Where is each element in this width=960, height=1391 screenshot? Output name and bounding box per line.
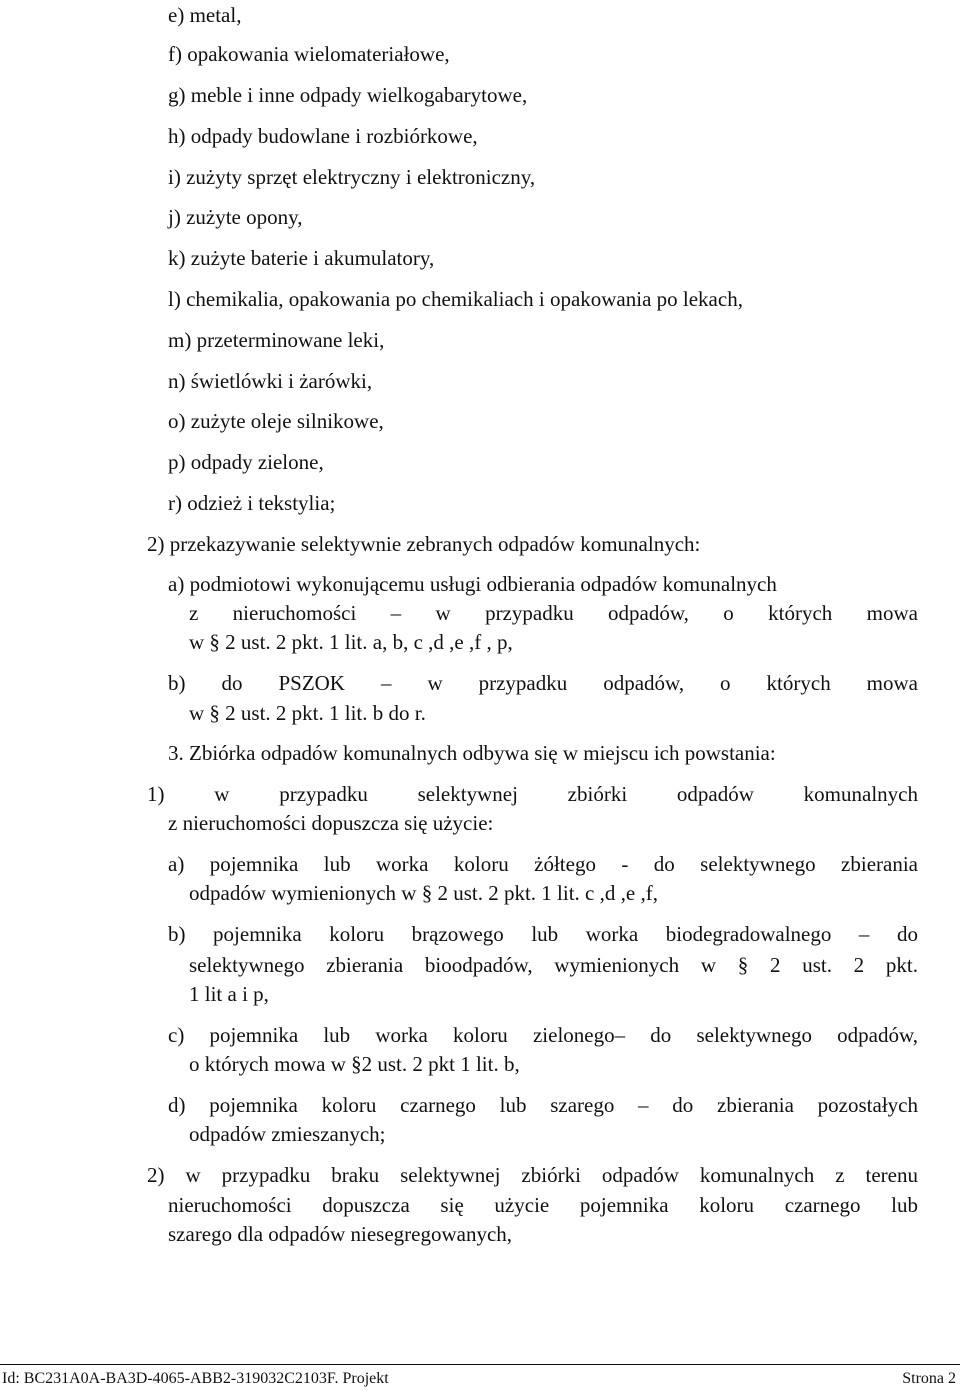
section-3-item-a-line-1: a) pojemnika lub worka koloru żółtego - do selektywnego zbierania bbox=[168, 852, 918, 876]
list-item-g: g) meble i inne odpady wielkogabarytowe, bbox=[168, 83, 528, 107]
section-3-item-d-line-1: d) pojemnika koloru czarnego lub szarego – do zbierania pozostałych bbox=[168, 1093, 918, 1117]
list-item-f: f) opakowania wielomateriałowe, bbox=[168, 42, 450, 66]
section-3-point-2-line-1: 2) w przypadku braku selektywnej zbiórki odpadów komunalnych z terenu bbox=[147, 1163, 918, 1187]
point-2b-line-2: w § 2 ust. 2 pkt. 1 lit. b do r. bbox=[189, 701, 426, 725]
point-2a-line-3: w § 2 ust. 2 pkt. 1 lit. a, b, c ,d ,e ,f , p, bbox=[189, 630, 513, 654]
section-3-item-d-line-2: odpadów zmieszanych; bbox=[189, 1122, 386, 1146]
list-item-h: h) odpady budowlane i rozbiórkowe, bbox=[168, 124, 478, 148]
section-3-item-b-line-1: b) pojemnika koloru brązowego lub worka biodegradowalnego – do bbox=[168, 922, 918, 946]
list-item-e: e) metal, bbox=[168, 3, 242, 27]
list-item-k: k) zużyte baterie i akumulatory, bbox=[168, 246, 435, 270]
footer-document-id: Id: BC231A0A-BA3D-4065-ABB2-319032C2103F. Projekt bbox=[2, 1370, 389, 1387]
section-3-point-2-line-2: nieruchomości dopuszcza się użycie pojemnika koloru czarnego lub bbox=[168, 1193, 918, 1217]
list-item-r: r) odzież i tekstylia; bbox=[168, 491, 336, 515]
section-3-heading: 3. Zbiórka odpadów komunalnych odbywa się w miejscu ich powstania: bbox=[168, 741, 776, 765]
section-3-item-c-line-1: c) pojemnika lub worka koloru zielonego– do selektywnego odpadów, bbox=[168, 1023, 918, 1047]
list-item-o: o) zużyte oleje silnikowe, bbox=[168, 409, 384, 433]
list-item-n: n) świetlówki i żarówki, bbox=[168, 369, 373, 393]
list-item-i: i) zużyty sprzęt elektryczny i elektroniczny, bbox=[168, 165, 536, 189]
section-3-item-b-line-3: 1 lit a i p, bbox=[189, 982, 269, 1006]
section-3-item-a-line-2: odpadów wymienionych w § 2 ust. 2 pkt. 1 lit. c ,d ,e ,f, bbox=[189, 881, 658, 905]
list-item-p: p) odpady zielone, bbox=[168, 450, 324, 474]
point-2b-line-1: b) do PSZOK – w przypadku odpadów, o których mowa bbox=[168, 671, 918, 695]
point-2-heading: 2) przekazywanie selektywnie zebranych odpadów komunalnych: bbox=[147, 532, 701, 556]
section-3-point-1-line-2: z nieruchomości dopuszcza się użycie: bbox=[168, 811, 494, 835]
list-item-j: j) zużyte opony, bbox=[168, 205, 303, 229]
list-item-m: m) przeterminowane leki, bbox=[168, 328, 385, 352]
point-2a-line-1: a) podmiotowi wykonującemu usługi odbierania odpadów komunalnych bbox=[168, 572, 777, 596]
footer-divider bbox=[0, 1364, 960, 1365]
footer-page-number: Strona 2 bbox=[902, 1370, 956, 1387]
section-3-item-b-line-2: selektywnego zbierania bioodpadów, wymienionych w § 2 ust. 2 pkt. bbox=[189, 953, 918, 977]
section-3-point-1-line-1: 1) w przypadku selektywnej zbiórki odpadów komunalnych bbox=[147, 782, 918, 806]
point-2a-line-2: z nieruchomości – w przypadku odpadów, o których mowa bbox=[189, 601, 918, 625]
section-3-point-2-line-3: szarego dla odpadów niesegregowanych, bbox=[168, 1222, 513, 1246]
section-3-item-c-line-2: o których mowa w §2 ust. 2 pkt 1 lit. b, bbox=[189, 1052, 520, 1076]
list-item-l: l) chemikalia, opakowania po chemikaliach i opakowania po lekach, bbox=[168, 287, 743, 311]
